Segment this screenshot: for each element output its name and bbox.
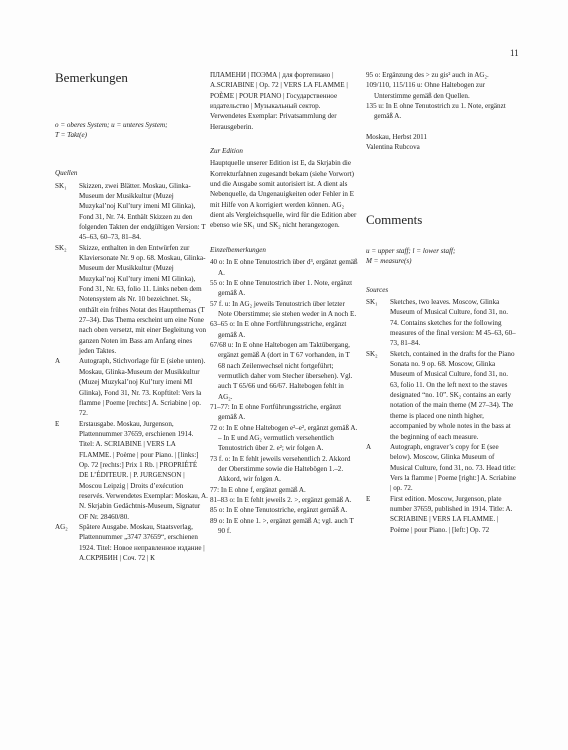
author-name: Valentina Rubcova [366, 143, 420, 152]
source-entry [55, 356, 208, 418]
source-entry [55, 522, 208, 563]
abbreviation-line: u = upper staff; l = lower staff; [366, 247, 456, 255]
source-text: First edition. Moscow, Jurgenson, plate number 37659, published in 1914. Title: A. SCRIABINE | VERS LA FLAMME. | Poème | pour Piano. | [left:] Op. 72 [390, 494, 513, 534]
source-entry [55, 181, 208, 243]
source-text: Spätere Ausgabe. Moskau, Staatsverlag, Plattennummer „3747 37659“, erschienen 1924. Titel: Новое неправленное издание | А.СКРЯБИН | Соч. 72 | К [79, 522, 205, 562]
source-siglum: E [366, 494, 371, 503]
place-date: Moskau, Herbst 2011 [366, 132, 428, 141]
note-item: 63–65 o: In E ohne Fortführungsstriche, ergänzt gemäß A. [210, 320, 347, 339]
note-item: 73 f. o: In E fehlt jeweils versehentlich 2. Akkord der Oberstimme sowie die Haltebögen 1.–2. Akkord, wir folgen A. [210, 454, 351, 484]
source-text: Skizzen, zwei Blätter. Moskau, Glinka-Museum der Musikkultur (Muzej Muzykal’noj Kul’tury imeni MI Glinka), Fond 31, Nr. 74. Enthält Skizzen zu den folgenden Takten der endgültigen Version: T 45–63, 60–73, 81–84. [79, 181, 206, 242]
heading-bemerkungen: Bemerkungen [55, 70, 128, 85]
heading-comments: Comments [366, 212, 423, 228]
note-item: 109/110, 115/116 u: Ohne Haltebogen zur Unterstimme gemäß den Quellen. [366, 81, 485, 100]
source-entry [366, 349, 518, 442]
sources-heading: Quellen [55, 169, 78, 178]
abbreviations [55, 120, 208, 141]
source-text: Sketches, two leaves. Moscow, Glinka Museum of Musical Culture, fond 31, no. 74. Contains sketches for the following measures of the final version: M 45–63, 60–73, 81–84. [390, 298, 516, 348]
note-item: 40 o: In E ohne Tenutostrich über d³, ergänzt gemäß A. [210, 258, 358, 277]
source-entry [366, 494, 518, 535]
edition-heading: Zur Edition [210, 147, 243, 156]
source-entry [55, 243, 208, 357]
column-right [366, 70, 518, 535]
column-middle [210, 70, 358, 536]
note-item: 85 o: In E ohne Tenutostriche, ergänzt gemäß A. [210, 506, 348, 515]
source-entry [366, 297, 518, 349]
source-text: Autograph, engraver’s copy for E (see below). Moscow, Glinka Museum of Musical Culture, fond 31, no. 73. Head title: Vers la flamme | Poeme [right:] A. Scriabine | op. 72. [390, 442, 516, 493]
edition-text: Hauptquelle unserer Edition ist E, da Skrjabin die Korrekturfahnen zugesandt bekam (siehe Vorwort) und die Ausgabe somit autorisiert ist. A dient als Nebenquelle, da Ungenauigkeiten oder Fehler in E mit Hilfe von A korrigiert werden können. AG₂ dient als Vergleichsquelle, wird für die Edition aber ebenso wie SK₁ und SK₂ nicht herangezogen. [210, 159, 357, 230]
note-item: 71–77: In E ohne Fortführungsstriche, ergänzt gemäß A. [210, 402, 342, 422]
source-siglum: AG₂ [55, 522, 68, 531]
source-continuation: ПЛАМЕНИ | ПОЭМА | для фортепиано | A.SCRIABINE | Op. 72 | VERS LA FLAMME | POÈME | POUR PIANO | Государственное издательство | Музыкальный сектор. Verwendetes Exemplar: Privatsammlung der Herausgeberin. [210, 71, 348, 131]
page-number: 11 [510, 48, 519, 58]
source-text: Sketch, contained in the drafts for the Piano Sonata no. 9 op. 68. Moscow, Glinka Museum of Musical Culture, fond 31, no. 63, folio 11. On the left next to the staves designated “no. 10”. SK₂ contains an early notation of the main theme (M 27–34). The theme is placed one ninth higher, accompanied by whole notes in the bass at the beginning of each measure. [390, 349, 515, 441]
note-item: 95 o: Ergänzung des > zu gis² auch in AG₂. [366, 71, 489, 79]
note-item: 55 o: In E ohne Tenutostrich über 1. Note, ergänzt gemäß A. [210, 278, 353, 298]
note-item: 135 u: In E ohne Tenutostrich zu 1. Note, ergänzt gemäß A. [366, 102, 506, 121]
source-siglum: A [55, 357, 61, 366]
note-item: 81–83 o: In E fehlt jeweils 2. >, ergänzt gemäß A. [210, 496, 352, 505]
note-item: 67/68 u: In E ohne Haltebogen am Taktübergang, ergänzt gemäß A (dort in T 67 vorhanden, in T 68 nach Zeilenwechsel nicht fortgeführt; vermutlich daher vom Stecher übersehen). Vgl. auch T 65/66 und 66/67. Haltebogen fehlt in AG₂. [210, 340, 353, 401]
notes-heading: Einzelbemerkungen [210, 245, 266, 254]
source-siglum: E [55, 419, 60, 428]
note-item: 89 o: In E ohne 1. >, ergänzt gemäß A; vgl. auch T 90 f. [210, 516, 354, 536]
note-item: 72 o: In E ohne Haltebogen e²–e², ergänzt gemäß A. – In E und AG₂ vermutlich versehentlich Tenutostrich über 2. e²; wir folgen A. [210, 423, 358, 453]
abbreviation-line: M = measure(s) [366, 257, 412, 266]
abbreviation-line: o = oberes System; u = unteres System; [55, 120, 168, 129]
abbreviation-line: T = Takt(e) [55, 130, 87, 139]
source-siglum: SK₁ [366, 298, 378, 307]
source-entry [55, 419, 208, 522]
source-text: Skizze, enthalten in den Entwürfen zur Klaviersonate Nr. 9 op. 68. Moskau, Glinka-Museum der Musikkultur (Muzej Muzykal’noj Kul’tury imeni MI Glinka), Fond 31, Nr. 63, folio 11. Links neben dem Notensystem als Nr. 10 bezeichnet. Sk₂ enthält ein frühes Notat des Hauptthemas (T 27–34). Das Thema erscheint um eine None nach oben versetzt, mit einer Begleitung von ganzen Noten im Bass am Anfang eines jeden Taktes. [79, 243, 207, 356]
source-siglum: SK₂ [366, 349, 378, 358]
source-siglum: SK₁ [55, 181, 67, 190]
source-text: Erstausgabe. Moskau, Jurgenson, Plattennummer 37659, erschienen 1914. Titel: A. SCRIABINE | VERS LA FLAMME. | Poème | pour Piano. | [links:] Op. 72 [rechts:] Prix 1 Rb. | PROPRIÉTÉ DE L’ÉDITEUR. | P. JURGENSON | Moscou Leipzig | Droits d’exécution reservés. Verwendetes Exemplar: Moskau, A. N. Skrjabin Gedächtnis-Museum, Signatur OF Nr. 28460/80. [79, 419, 208, 521]
column-left [55, 70, 208, 563]
abbreviations [366, 246, 518, 267]
source-siglum: A [366, 442, 372, 451]
note-item: 77: In E ohne f, ergänzt gemäß A. [210, 485, 306, 494]
source-text: Autograph, Stichvorlage für E (siehe unten). Moskau, Glinka-Museum der Musikkultur (Muzej Muzykal’noj Kul’tury imeni MI Glinka), Fond 31, Nr. 73. Kopftitel: Vers la flamme | Poeme [rechts:] A. Scriabine | op. 72. [79, 357, 206, 418]
source-siglum: SK₂ [55, 243, 67, 252]
source-entry [366, 442, 518, 494]
sources-heading: Sources [366, 285, 389, 294]
note-item: 57 f. u: In AG₂ jeweils Tenutostrich über letzter Note Oberstimme; sie stehen weder in A noch E. [210, 299, 357, 318]
